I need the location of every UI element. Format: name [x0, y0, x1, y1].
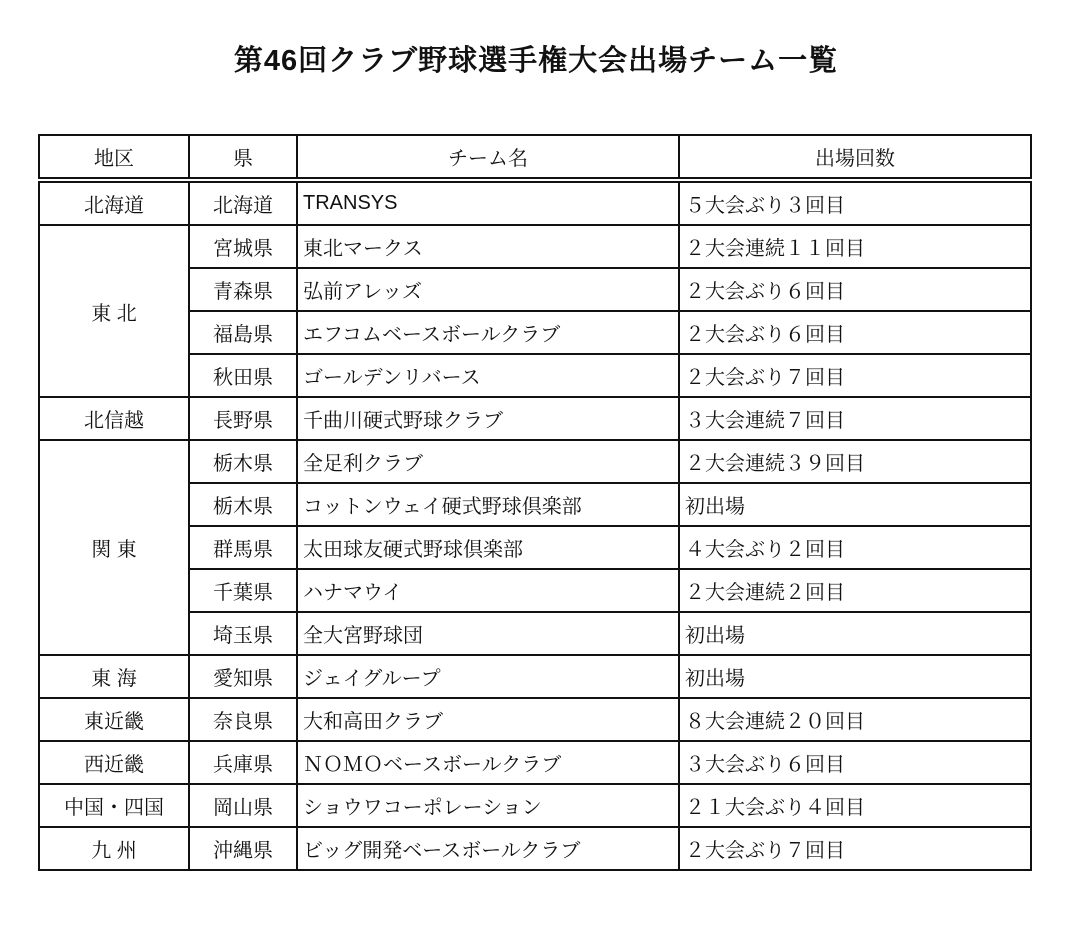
table-row — [39, 440, 1031, 483]
prefecture-cell: 兵庫県 — [189, 741, 297, 784]
appearances-cell: ２１大会ぶり４回目 — [679, 784, 1031, 827]
prefecture-cell: 栃木県 — [189, 440, 297, 483]
appearances-cell: ３大会ぶり６回目 — [679, 741, 1031, 784]
prefecture-cell: 愛知県 — [189, 655, 297, 698]
team-name-cell: ジェイグループ — [297, 655, 679, 698]
header-appearances: 出場回数 — [679, 135, 1031, 180]
team-name-cell: 千曲川硬式野球クラブ — [297, 397, 679, 440]
header-team-name: チーム名 — [297, 135, 679, 180]
team-name-cell: TRANSYS — [297, 180, 679, 225]
team-name-cell: コットンウェイ硬式野球倶楽部 — [297, 483, 679, 526]
prefecture-cell: 北海道 — [189, 180, 297, 225]
appearances-cell: ２大会連続１１回目 — [679, 225, 1031, 268]
table-header-row — [39, 135, 1031, 180]
region-cell: 関 東 — [39, 440, 189, 655]
region-cell: 西近畿 — [39, 741, 189, 784]
appearances-cell: ５大会ぶり３回目 — [679, 180, 1031, 225]
prefecture-cell: 群馬県 — [189, 526, 297, 569]
appearances-cell: ２大会ぶり６回目 — [679, 268, 1031, 311]
appearances-cell: 初出場 — [679, 483, 1031, 526]
table-row — [39, 180, 1031, 225]
table-row — [39, 225, 1031, 268]
table-row — [39, 741, 1031, 784]
appearances-cell: ４大会ぶり２回目 — [679, 526, 1031, 569]
table-body — [39, 180, 1031, 870]
table-row — [39, 827, 1031, 870]
team-name-cell: ハナマウイ — [297, 569, 679, 612]
team-name-cell: 全足利クラブ — [297, 440, 679, 483]
appearances-cell: ８大会連続２０回目 — [679, 698, 1031, 741]
prefecture-cell: 沖縄県 — [189, 827, 297, 870]
prefecture-cell: 青森県 — [189, 268, 297, 311]
table-row — [39, 397, 1031, 440]
team-name-cell: 全大宮野球団 — [297, 612, 679, 655]
appearances-cell: ２大会連続３９回目 — [679, 440, 1031, 483]
prefecture-cell: 長野県 — [189, 397, 297, 440]
appearances-cell: 初出場 — [679, 655, 1031, 698]
team-name-cell: 太田球友硬式野球倶楽部 — [297, 526, 679, 569]
team-name-cell: 大和高田クラブ — [297, 698, 679, 741]
page-title: 第46回クラブ野球選手権大会出場チーム一覧 — [233, 45, 839, 77]
appearances-cell: ２大会連続２回目 — [679, 569, 1031, 612]
team-name-cell: 東北マークス — [297, 225, 679, 268]
table-row — [39, 784, 1031, 827]
region-cell: 東 北 — [39, 225, 189, 397]
prefecture-cell: 千葉県 — [189, 569, 297, 612]
team-name-cell: ビッグ開発ベースボールクラブ — [297, 827, 679, 870]
region-cell: 北海道 — [39, 180, 189, 225]
prefecture-cell: 埼玉県 — [189, 612, 297, 655]
prefecture-cell: 奈良県 — [189, 698, 297, 741]
table-row — [39, 698, 1031, 741]
region-cell: 九 州 — [39, 827, 189, 870]
region-cell: 東近畿 — [39, 698, 189, 741]
region-cell: 北信越 — [39, 397, 189, 440]
team-name-cell: 弘前アレッズ — [297, 268, 679, 311]
prefecture-cell: 岡山県 — [189, 784, 297, 827]
team-name-cell: ショウワコーポレーション — [297, 784, 679, 827]
prefecture-cell: 福島県 — [189, 311, 297, 354]
header-region: 地区 — [39, 135, 189, 180]
team-name-cell: ＮＯＭＯベースボールクラブ — [297, 741, 679, 784]
appearances-cell: 初出場 — [679, 612, 1031, 655]
appearances-cell: ２大会ぶり７回目 — [679, 354, 1031, 397]
appearances-cell: ２大会ぶり７回目 — [679, 827, 1031, 870]
team-name-cell: ゴールデンリバース — [297, 354, 679, 397]
header-prefecture: 県 — [189, 135, 297, 180]
region-cell: 中国・四国 — [39, 784, 189, 827]
appearances-cell: ３大会連続７回目 — [679, 397, 1031, 440]
prefecture-cell: 宮城県 — [189, 225, 297, 268]
prefecture-cell: 秋田県 — [189, 354, 297, 397]
teams-table — [38, 134, 1032, 871]
region-cell: 東 海 — [39, 655, 189, 698]
team-name-cell: エフコムベースボールクラブ — [297, 311, 679, 354]
appearances-cell: ２大会ぶり６回目 — [679, 311, 1031, 354]
prefecture-cell: 栃木県 — [189, 483, 297, 526]
table-row — [39, 655, 1031, 698]
